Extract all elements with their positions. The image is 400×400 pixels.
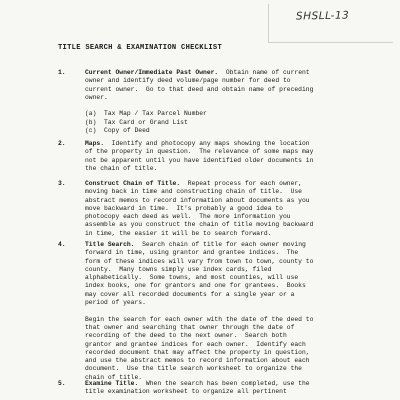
document-title: TITLE SEARCH & EXAMINATION CHECKLIST <box>58 44 223 52</box>
item-heading: Title Search. <box>85 241 135 248</box>
item-line: in time, the easier it will be to search forward. <box>85 229 272 237</box>
item-number: 3. <box>58 180 66 187</box>
item-number: 5. <box>58 380 66 387</box>
item-line: and use the abstract memos to record information about each <box>85 357 310 365</box>
item-line: index books, one for grantors and one for grantees. Books <box>85 282 306 290</box>
item-heading: Construct Chain of Title. <box>85 180 181 187</box>
item-line: grantor and grantee indices for each owner. Identify each <box>85 340 306 348</box>
sub-item-b: (b) Tax Card or Grand List <box>85 118 188 126</box>
item-number: 4. <box>58 241 66 248</box>
sub-item-a: (a) Tax Map / Tax Parcel Number <box>85 110 207 118</box>
item-line: When the search has been completed, use the <box>138 380 310 387</box>
item-line: assemble as you construct the chain of title moving backward <box>85 221 314 229</box>
item-line: current owner. Go to that deed and obtain name of preceding <box>85 85 314 93</box>
item-line: document. Use the title search worksheet to organize the <box>85 365 302 373</box>
item-line: photocopy each deed as well. The more information you <box>85 213 291 221</box>
item-number: 2. <box>58 140 66 147</box>
item-line: forward in time, using grantor and grantee indices. The <box>85 249 299 257</box>
item-line: owner. <box>85 93 108 101</box>
item-line: Obtain name of current <box>218 69 310 76</box>
item-heading: Examine Title. <box>85 380 139 387</box>
item-number: 1. <box>58 69 66 76</box>
item-line: alphabetically. Some towns, and most counties, will use <box>85 274 299 282</box>
item-line: Identify and photocopy any maps showing the location <box>104 140 310 147</box>
item-line: the chain of title. <box>85 164 158 172</box>
item-line: may cover all recorded documents for a single year or a <box>85 290 295 298</box>
item-line: moving back in time and constructing chain of title. Use <box>85 188 302 196</box>
sub-item-c: (c) Copy of Deed <box>85 127 150 135</box>
item-line: period of years. <box>85 299 146 307</box>
item-line: recorded document that may affect the property in question, <box>85 348 310 356</box>
document-id-stamp: SHSLL-13 <box>295 9 350 23</box>
item-line: Search chain of title for each owner moving <box>134 241 306 248</box>
item-line: abstract memos to record information about documents as you <box>85 196 310 204</box>
item-line: form of these indices will vary from town to town, county to <box>85 257 314 265</box>
item-heading: Current Owner/Immediate Past Owner. <box>85 69 219 76</box>
item-line: chain of title. <box>85 373 143 381</box>
item-line: not be apparent until you have identified older documents in <box>85 156 314 164</box>
item-line: of the property in question. The relevance of some maps may <box>85 148 314 156</box>
item-heading: Maps. <box>85 140 105 147</box>
item-line: title examination worksheet to organize all pertinent <box>85 388 287 396</box>
item-line: Repeat process for each owner, <box>180 180 302 187</box>
item-line: move backward in time. It's probably a good idea to <box>85 204 283 212</box>
item-line: county. Many towns simply use index cards, filed <box>85 265 272 273</box>
item-line: recording of the deed to the next owner. Search both <box>85 332 287 340</box>
item-line: Begin the search for each owner with the date of the deed to <box>85 315 314 323</box>
item-line: that owner and searching that owner through the date of <box>85 323 295 331</box>
item-line: owner and identify deed volume/page number for deed to <box>85 77 291 85</box>
